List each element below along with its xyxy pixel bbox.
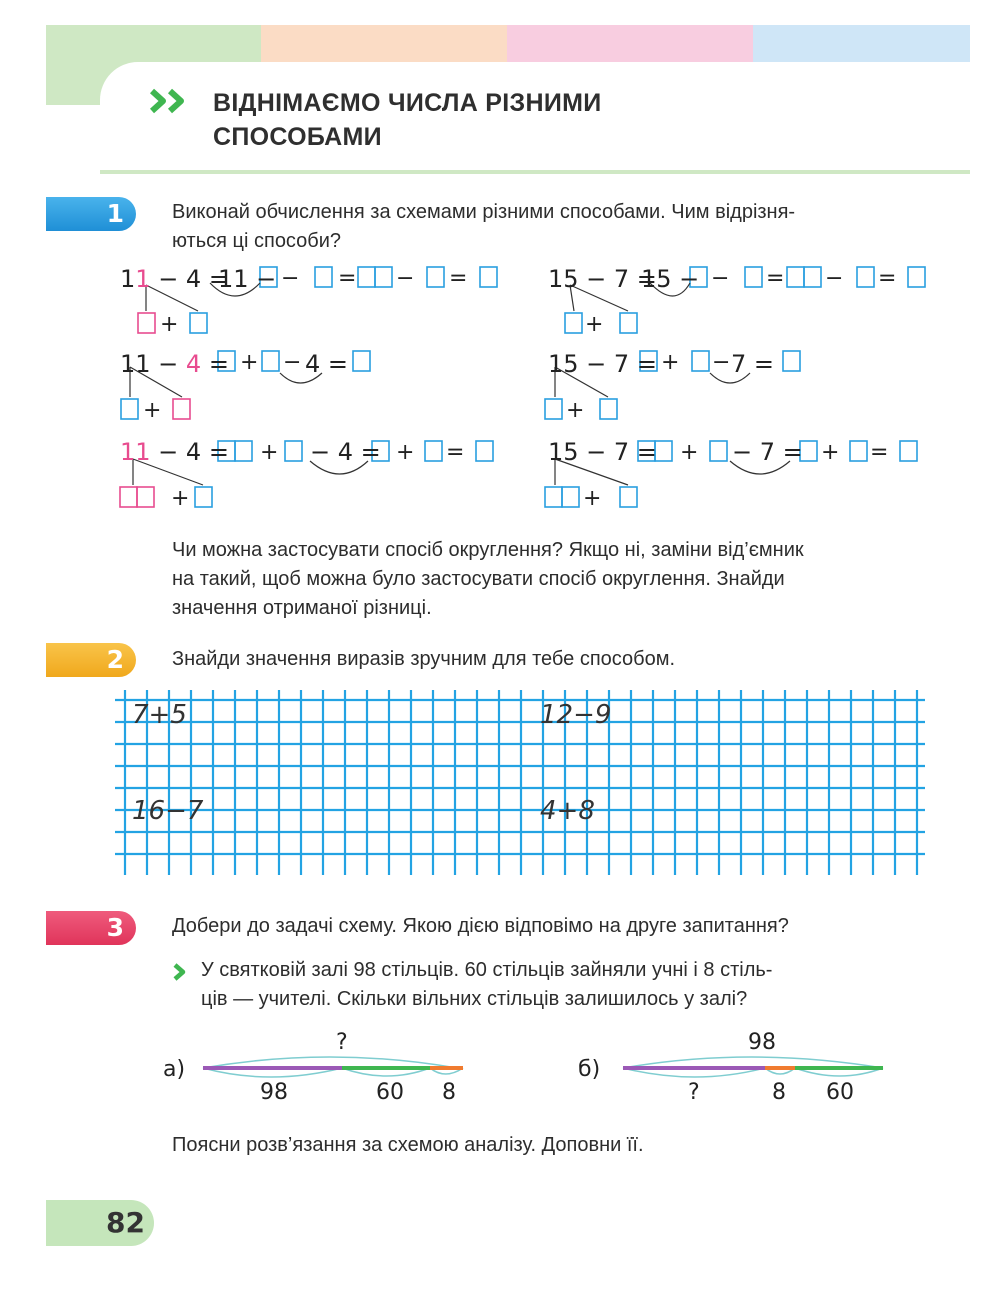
svg-text:−: − [712,350,731,375]
expr-left-c-minus: − 4 = [310,438,381,466]
scheme-a-value-1: 98 [260,1080,288,1105]
task-3-number: 3 [106,913,124,942]
expr-right-b: 15 − 7 = [548,350,657,378]
svg-text:+: + [583,486,602,511]
svg-text:+: + [680,440,699,465]
task-2-expr-1: 7+5 [132,700,187,730]
scheme-b-top: 98 [748,1030,776,1055]
task-3-badge [46,911,136,945]
svg-text:=: = [870,440,889,465]
task-2-expr-3: 16−7 [132,796,204,826]
expr-right-c: 15 − 7 = [548,438,657,466]
task-2-expr-4: 4+8 [540,796,595,826]
expr-left-a-tail: 11 − [218,265,277,293]
svg-text:+: + [240,350,259,375]
task-3-explain: Поясни розв’язання за схемою аналізу. Доповни її. [172,1134,644,1156]
header-strip-pink [507,25,753,65]
svg-text:−: − [396,266,415,291]
chevron-right-icon [172,962,188,982]
title-underline [100,170,970,174]
scheme-a-value-2: 60 [376,1080,404,1105]
scheme-a-diagram [195,1048,475,1088]
expr-right-c-minus: − 7 = [732,438,803,466]
svg-text:+: + [171,486,190,511]
task-2-grid [115,690,925,875]
task-1-badge [46,197,136,231]
task-1-instruction-cont: ються ці способи? [172,230,342,252]
header-strip-blue [753,25,970,65]
svg-text:+: + [585,312,604,337]
expr-left-b-minus: 4 = [305,350,349,378]
double-chevron-icon [150,88,196,114]
task-1-followup-line2: на такий, щоб можна було застосувати спосіб округлення. Знайди [172,568,785,590]
svg-text:=: = [446,440,465,465]
expr-right-a-tail: 15 − [641,265,700,293]
svg-text:−: − [281,266,300,291]
task-2-badge [46,643,136,677]
svg-text:−: − [283,350,302,375]
page-number: 82 [106,1206,145,1239]
svg-text:−: − [825,266,844,291]
svg-text:+: + [143,398,162,423]
task-3-instruction: Добери до задачі схему. Якою дією відповімо на друге запитання? [172,915,789,937]
expr-left-c: 11 − 4 = [120,438,229,466]
scheme-b-value-1: ? [688,1080,700,1105]
task-2-expr-2: 12−9 [540,700,612,730]
expr-left-b-num: 4 [185,350,202,378]
task-1-number: 1 [106,199,124,228]
expr-left-b: 11 − 4 = [120,350,229,378]
svg-text:=: = [449,266,468,291]
expr-left-a: 11 − 4 = [120,265,229,293]
task-1-schemes [100,255,960,515]
svg-text:+: + [661,350,680,375]
svg-text:+: + [260,440,279,465]
svg-text:+: + [396,440,415,465]
task-2-instruction: Знайди значення виразів зручним для тебе способом. [172,648,676,670]
svg-text:=: = [878,266,897,291]
scheme-b-value-3: 60 [826,1080,854,1105]
svg-text:+: + [821,440,840,465]
task-1-followup-line1: Чи можна застосувати спосіб округлення? Якщо ні, заміни від’ємник [172,539,804,561]
scheme-a-label: а) [163,1057,186,1082]
scheme-b-label: б) [578,1057,601,1082]
svg-text:+: + [160,312,179,337]
expr-right-a: 15 − 7 = [548,265,657,293]
scheme-a-value-3: 8 [442,1080,456,1105]
svg-text:+: + [566,398,585,423]
task-1-instruction: Виконай обчислення за схемами різними способами. Чим відрізня- [172,201,796,223]
svg-text:=: = [338,266,357,291]
scheme-a-top: ? [336,1030,348,1055]
task-2-number: 2 [106,645,124,674]
svg-text:−: − [711,266,730,291]
scheme-b-value-2: 8 [772,1080,786,1105]
task-1-followup-line3: значення отриманої різниці. [172,597,432,619]
svg-text:=: = [766,266,785,291]
expr-right-b-num: 7 [613,350,630,378]
task-3-problem-line1: У святковій залі 98 стільців. 60 стільців зайняли учні і 8 стіль- [201,959,773,981]
page-title-line2: СПОСОБАМИ [213,123,382,151]
page-title-line1: ВІДНІМАЄМО ЧИСЛА РІЗНИМИ [213,89,602,117]
header-strip-peach [261,25,507,65]
expr-right-b-minus: 7 = [731,350,775,378]
task-3-problem-line2: ців — учителі. Скільки вільних стільців залишилось у залі? [201,988,748,1010]
